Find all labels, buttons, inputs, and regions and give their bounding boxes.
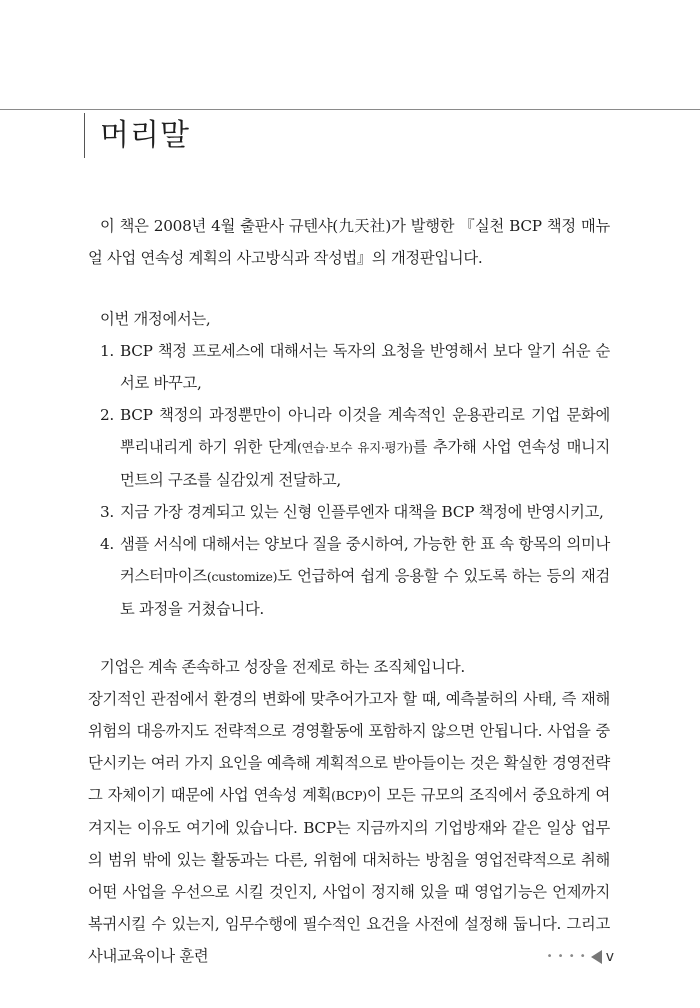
intro-paragraph: 이 책은 2008년 4월 출판사 규텐샤(九天社)가 발행한 『실천 BCP 책정 매뉴얼 사업 연속성 계획의 사고방식과 작성법』의 개정판입니다. (88, 217, 610, 267)
list-item-text: 샘플 서식에 대해서는 양보다 질을 중시하여, 가능한 한 표 속 항목의 의미나 커스터마이즈 (120, 535, 610, 585)
revision-intro: 이번 개정에서는, (100, 310, 211, 328)
list-item-text-cont: 를 추가해 사업 연속성 매니지먼트의 구조를 실감있게 전달하고, (120, 438, 610, 489)
list-item-number: 1. (100, 342, 114, 360)
triangle-left-icon (591, 950, 602, 964)
list-item (88, 496, 610, 528)
body-aside: (BCP) (331, 788, 367, 803)
body-paragraph (88, 683, 610, 972)
page-number: v (605, 949, 614, 965)
list-item-number: 4. (100, 535, 114, 553)
preface-body (88, 210, 610, 972)
list-item (88, 335, 610, 399)
body-text: 장기적인 관점에서 환경의 변화에 맞추어가고자 할 때, 예측불허의 사태, 즉 재해위험의 대응까지도 전략적으로 경영활동에 포함하지 않으면 안됩니다. 사업을 중단시키는 여러 가지 요인을 예측해 계획적으로 받아들이는 것은 확실한 경영전략 그 자체이기 때문에 사업 연속성 계획 (88, 690, 610, 804)
body-lead: 기업은 계속 존속하고 성장을 전제로 하는 조직체입니다. (100, 658, 465, 676)
list-item-text-cont: 도 언급하여 쉽게 응용할 수 있도록 하는 등의 재검토 과정을 거쳤습니다. (120, 567, 610, 618)
page-footer (547, 945, 614, 969)
list-item-text: BCP 책정의 과정뿐만이 아니라 이것을 계속적인 운용관리로 기업 문화에 뿌리내리게 하기 위한 단계 (120, 406, 610, 456)
list-item (88, 528, 610, 625)
body-text-cont: 이 모든 규모의 조직에서 중요하게 여겨지는 이유도 여기에 있습니다. BCP는 지금까지의 기업방재와 같은 일상 업무의 범위 밖에 있는 활동과는 다른, 위험에 대처하는 방침을 영업전략적으로 취해 어떤 사업을 우선으로 시킬 것인지, 사업이 정지해 있을 때 영업기능은 언제까지 복귀시킬 수 있는지, 임무수행에 필수적인 요건을 사전에 설정해 둡니다. 그리고 사내교육이나 훈련 (88, 786, 610, 965)
header-rule (0, 109, 700, 110)
list-item-text: 지금 가장 경계되고 있는 신형 인플루엔자 대책을 BCP 책정에 반영시키고, (120, 503, 604, 521)
list-item-aside: (연습·보수 유지·평가) (296, 440, 413, 455)
page-title: 머리말 (100, 118, 190, 153)
revision-list (88, 335, 610, 625)
footer-dots: • • • • (546, 951, 587, 962)
list-item-text: BCP 책정 프로세스에 대해서는 독자의 요청을 반영해서 보다 알기 쉬운 순서로 바꾸고, (120, 342, 610, 392)
list-item-number: 2. (100, 406, 114, 424)
list-item-aside: (customize) (206, 569, 278, 584)
title-accent-bar (84, 113, 85, 158)
list-item-number: 3. (100, 503, 114, 521)
list-item (88, 399, 610, 496)
